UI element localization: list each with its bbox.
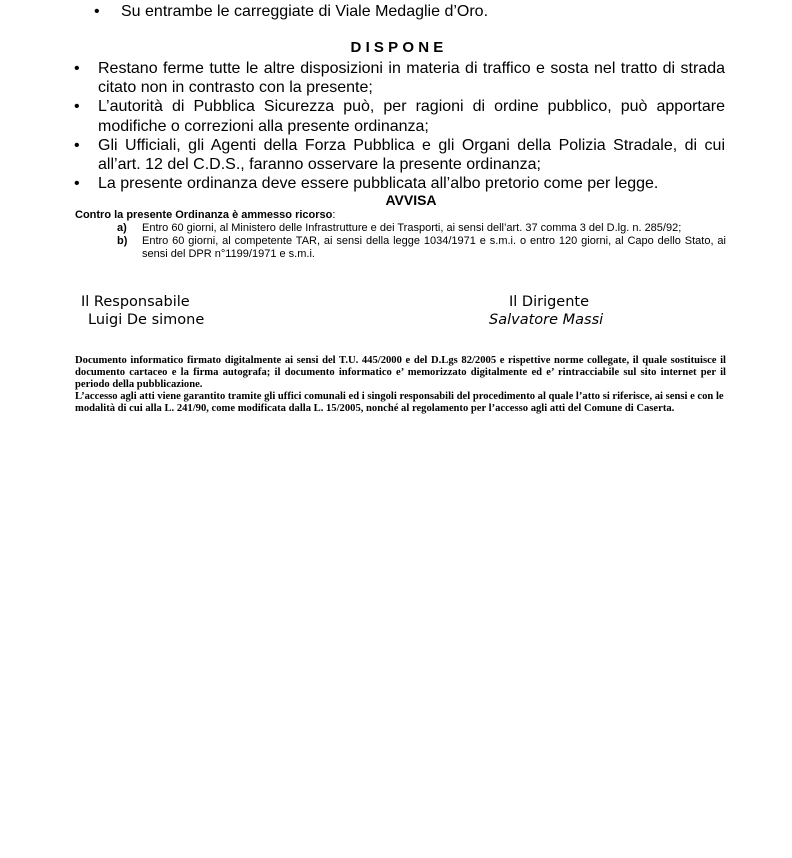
ricorso-intro-text: Contro la presente Ordinanza è ammesso ricorso [75,209,333,221]
bullet-icon: • [74,175,80,193]
signature-left-name: Luigi De simone [88,312,205,328]
ricorso-item-text: Entro 60 giorni, al competente TAR, ai sensi della legge 1034/1971 e s.m.i. o entro 120 giorni, al Capo dello Stato, ai sensi del DPR n°1199/1971 e s.m.i. [142,235,726,260]
dispone-list [74,59,725,193]
ricorso-item-letter: a) [117,222,127,234]
ricorso-item-letter: b) [117,235,128,248]
bullet-icon: • [74,98,80,116]
ricorso-list [117,222,726,261]
bullet-icon: • [74,60,80,77]
avvisa-heading: AVVISA [385,192,437,208]
ricorso-item [117,222,726,234]
footer-paragraph-access: L’accesso agli atti viene garantito tramite gli uffici comunali ed i singoli responsabili del procedimento al quale l’atto si riferisce, ai sensi e con le modalità di cui alla L. 241/90, come modificata dalla L. 15/2005, nonché al regolamento per l’accesso agli atti del Comune di Caserta. [75,391,724,415]
dispone-item [74,97,725,135]
location-text: Su entrambe le carreggiate di Viale Medaglie d’Oro. [121,3,489,20]
signature-right-name: Salvatore Massi [489,312,604,328]
signature-right-title: Il Dirigente [509,294,590,310]
dispone-item [74,174,725,193]
digital-signature-notice [75,355,726,415]
dispone-item-text: Restano ferme tutte le altre disposizioni in materia di traffico e sosta nel tratto di strada citato non in contrasto con la presente; [98,60,725,97]
ricorso-item [117,235,726,260]
dispone-heading: DISPONE [350,39,448,56]
dispone-item [74,59,725,97]
ricorso-intro-colon: : [332,209,336,221]
dispone-item-text: La presente ordinanza deve essere pubblicata all’albo pretorio come per legge. [98,175,659,193]
bullet-icon: • [94,3,100,20]
bullet-icon: • [74,136,80,154]
ricorso-item-text: Entro 60 giorni, al Ministero delle Infrastrutture e dei Trasporti, ai sensi dell’art. 37 comma 3 del D.lg. n. 285/92; [142,222,682,234]
footer-paragraph-signature: Documento informatico firmato digitalmente ai sensi del T.U. 445/2000 e del D.Lgs 82/2005 e rispettive norme collegate, il quale sostituisce il documento cartaceo e la firma autografa; il documento informatico e’ memorizzato digitalmente ed e’ rintracciabile sul sito internet per il periodo della pubblicazione. [75,355,726,391]
dispone-item-text: Gli Ufficiali, gli Agenti della Forza Pubblica e gli Organi della Polizia Stradale, di cui all’art. 12 del C.D.S., faranno osservare la presente ordinanza; [98,136,725,174]
ricorso-intro [75,209,335,221]
dispone-item [74,136,725,174]
dispone-item-text: L’autorità di Pubblica Sicurezza può, per ragioni di ordine pubblico, può apportare modifiche o correzioni alla presente ordinanza; [98,98,725,135]
signature-left-title: Il Responsabile [81,294,190,310]
